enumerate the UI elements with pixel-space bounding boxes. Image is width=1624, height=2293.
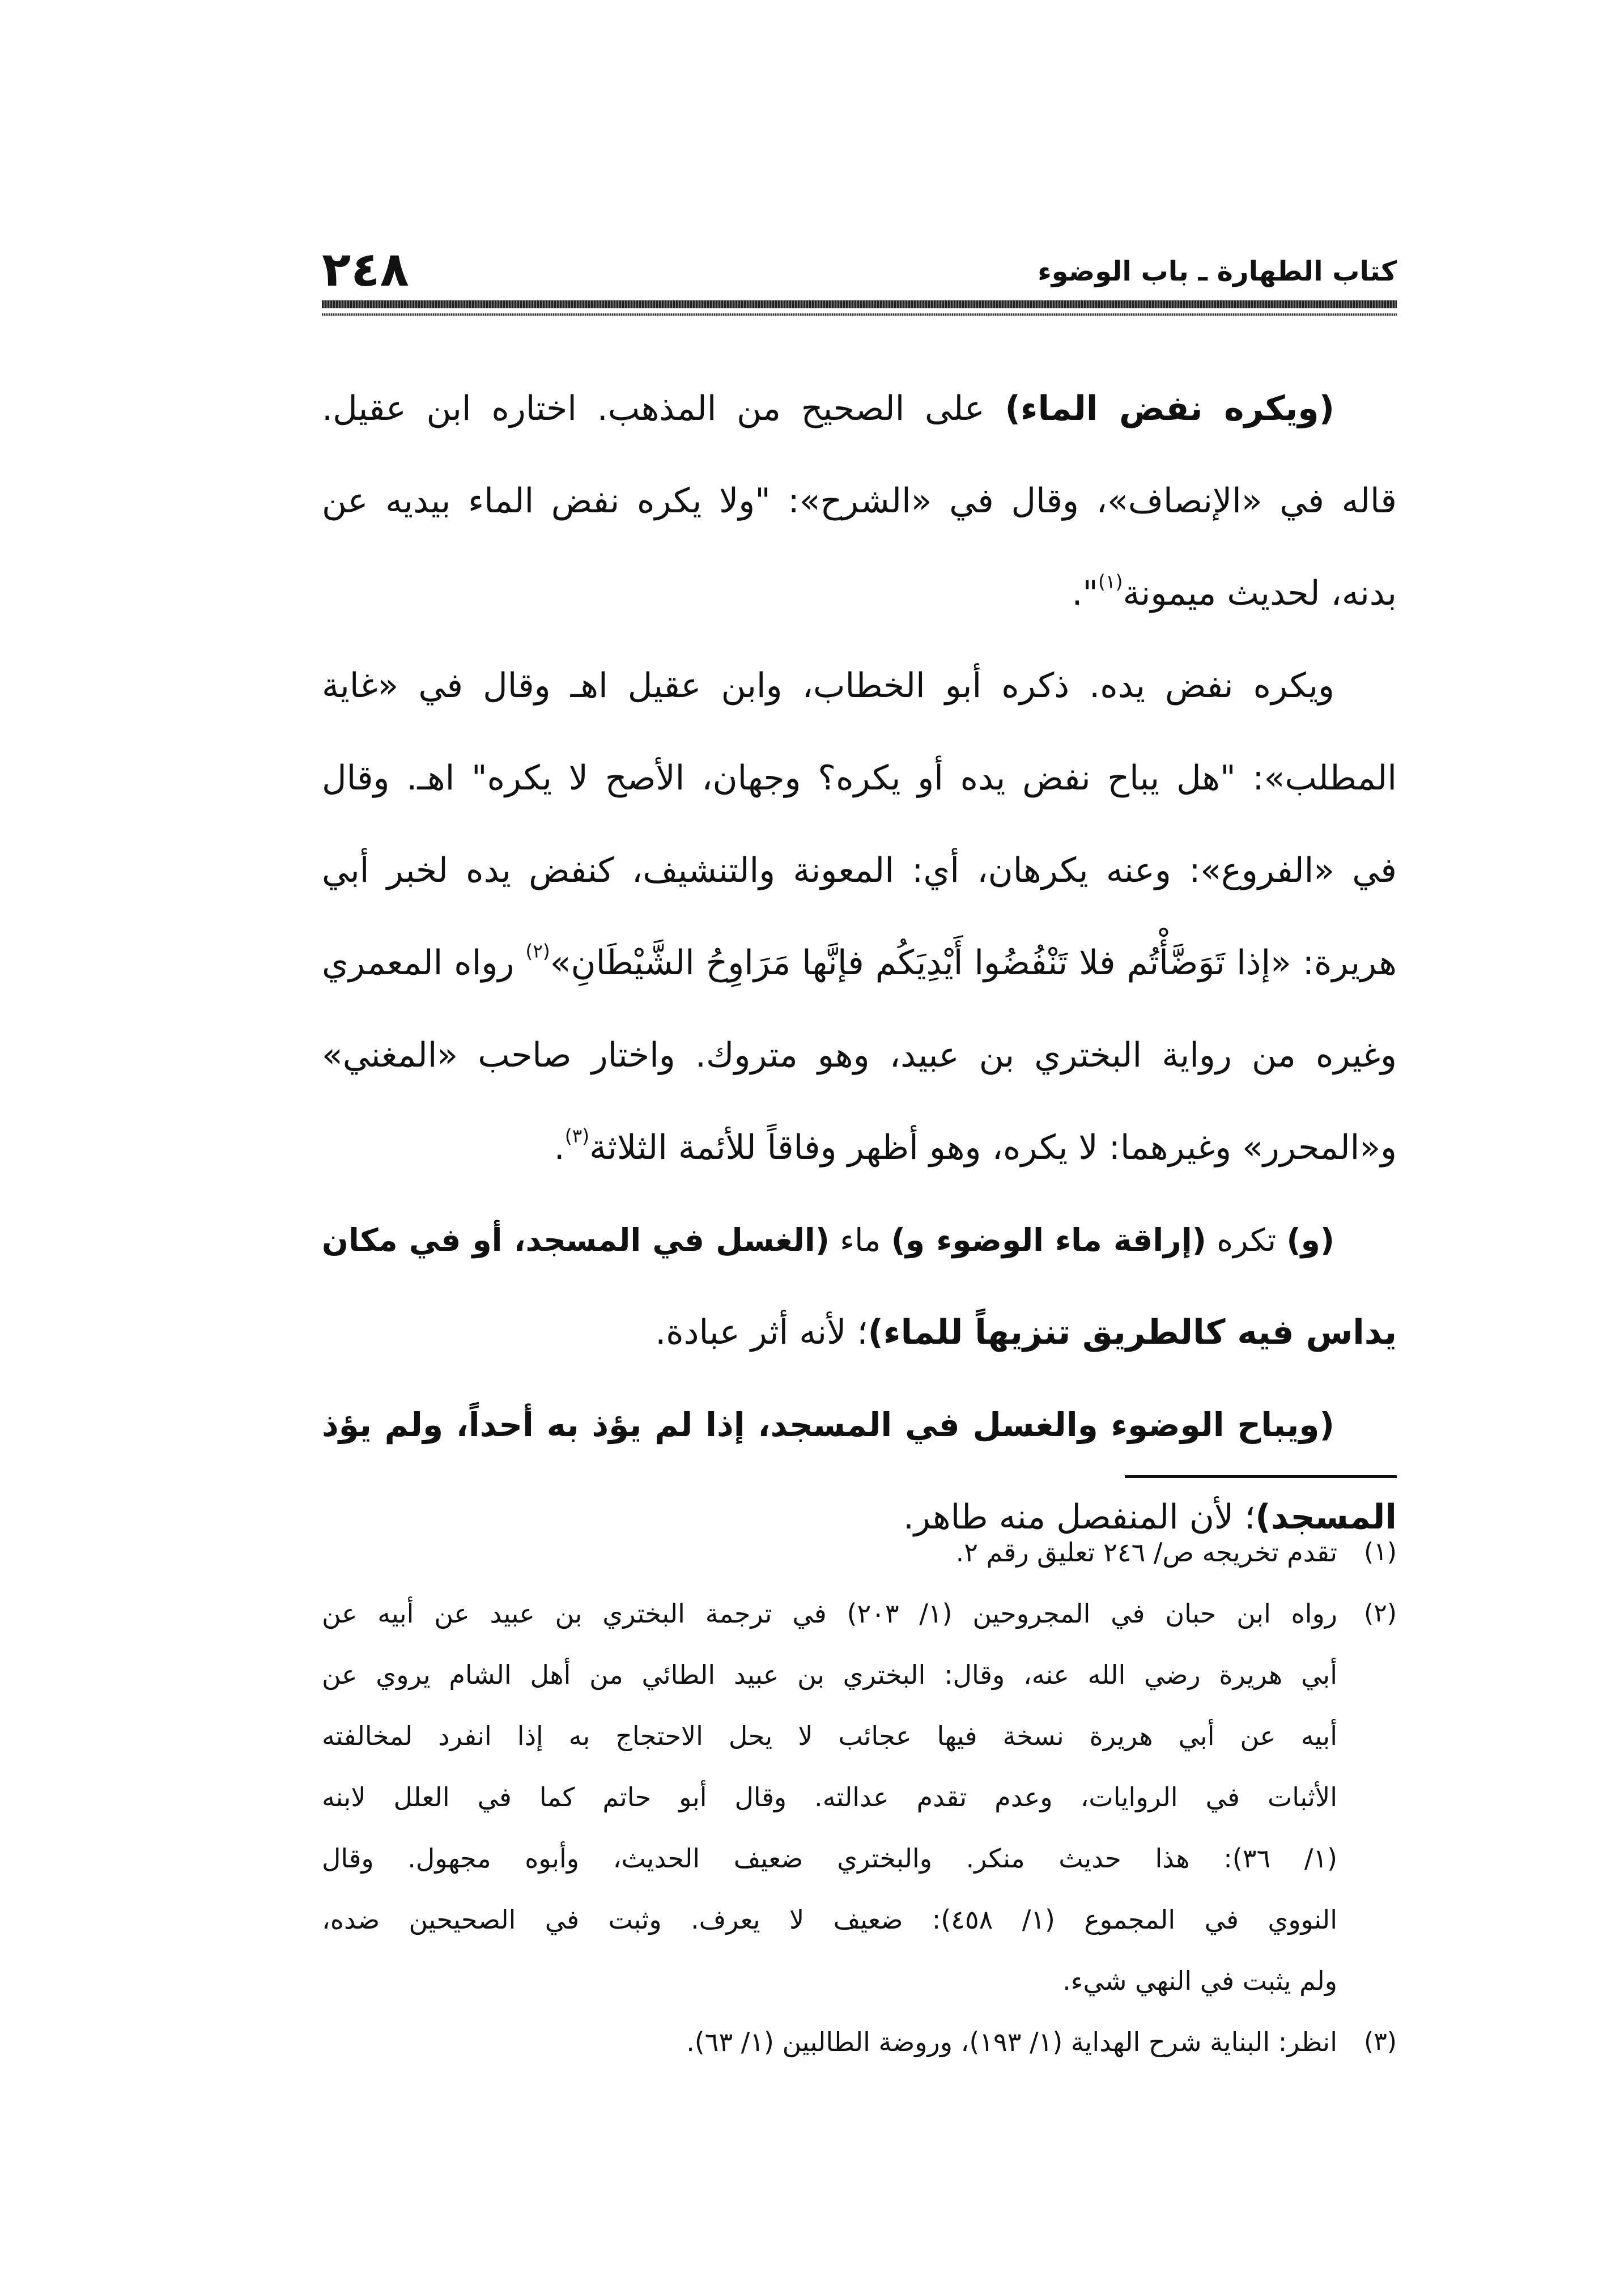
commentary-text: على الصحيح من المذهب. اختاره ابن عقيل.	[322, 389, 1005, 428]
commentary-text: المطلب»: "هل يباح نفض يده أو يكره؟ وجهان، الأصح لا يكره" اهـ. وقال	[322, 758, 1397, 798]
commentary-text: .	[554, 1128, 565, 1167]
body-line	[322, 825, 1397, 917]
matn-text-bold: (الغسل في المسجد، أو في مكان	[322, 1222, 830, 1258]
commentary-text: ماء	[829, 1222, 891, 1258]
commentary-text: ويكره نفض يده. ذكره أبو الخطاب، وابن عقيل اهـ وقال في «غاية	[322, 666, 1334, 706]
footnote-text: النووي في المجموع (١/ ٤٥٨): ضعيف لا يعرف. وثبت في الصحيحين ضده،	[322, 1904, 1337, 1935]
body-line	[322, 363, 1397, 455]
matn-text-bold: المسجد)	[1255, 1497, 1397, 1537]
footnote-reference: (٣)	[564, 1124, 590, 1147]
body-line	[322, 1009, 1397, 1102]
footnote-text: الأثبات في الروايات، وعدم تقدم عدالته. وقال أبو حاتم كما في العلل لابنه	[322, 1782, 1337, 1812]
body-line	[322, 455, 1397, 547]
footnote-text: أبيه عن أبي هريرة نسخة فيها عجائب لا يحل الاحتجاج به إذا انفرد لمخالفته	[322, 1721, 1337, 1751]
body-text	[322, 363, 1397, 1564]
page-header	[322, 238, 1397, 300]
body-line	[322, 547, 1397, 640]
matn-text-bold: (ويكره نفض الماء)	[1005, 389, 1334, 428]
commentary-text: ؛ لأن المنفصل منه طاهر.	[903, 1497, 1256, 1537]
commentary-text: رواه المعمري	[322, 943, 526, 983]
footnote-line	[322, 1950, 1397, 2011]
commentary-text: ؛ لأنه أثر عبادة.	[655, 1313, 868, 1352]
commentary-text: و«المحرر» وغيرهما: لا يكره، وهو أظهر وفاقاً للأئمة الثلاثة	[589, 1128, 1397, 1167]
footnote-line	[322, 2011, 1397, 2073]
commentary-text: وغيره من رواية البختري بن عبيد، وهو متروك. واختار صاحب «المغني»	[322, 1035, 1397, 1075]
matn-text-bold: (إراقة ماء الوضوء و)	[891, 1222, 1206, 1258]
matn-text-bold: (و)	[1286, 1222, 1335, 1258]
footnote-text: (١/ ٣٦): هذا حديث منكر. والبختري ضعيف الحديث، وأبوه مجهول. وقال	[322, 1843, 1338, 1874]
footnote-line	[322, 1828, 1397, 1889]
commentary-text: تكره	[1206, 1222, 1287, 1258]
footnote-reference: (٢)	[525, 940, 550, 962]
running-title: كتاب الطهارة ـ باب الوضوء	[1038, 256, 1397, 287]
footnote-line	[322, 1705, 1397, 1767]
footnote-text: انظر: البناية شرح الهداية (١/ ١٩٣)، وروضة الطالبين (١/ ٦٣).	[686, 2027, 1337, 2057]
footnote-number: (٢)	[1364, 1599, 1397, 1628]
body-line	[322, 917, 1397, 1009]
commentary-text: في «الفروع»: وعنه يكرهان، أي: المعونة والتنشيف، كنفض يده لخبر أبي	[322, 851, 1397, 890]
footnote-line	[322, 1644, 1397, 1705]
commentary-text: بدنه، لحديث ميمونة	[1123, 574, 1397, 613]
footnote-number: (٣)	[1364, 2027, 1397, 2056]
footnote-line	[322, 1583, 1397, 1644]
commentary-text: ".	[1072, 574, 1099, 613]
matn-text-bold: يداس فيه كالطريق تنزيهاً للماء)	[868, 1313, 1397, 1352]
footnote-text: ولم يثبت في النهي شيء.	[1062, 1965, 1337, 1996]
body-line	[322, 1194, 1397, 1286]
body-line	[322, 640, 1397, 732]
header-rule-thick	[322, 300, 1397, 308]
footnote-number: (١)	[1364, 1538, 1397, 1566]
footnote-text: أبي هريرة رضي الله عنه، وقال: البختري بن عبيد الطائي من أهل الشام يروي عن	[322, 1659, 1337, 1690]
header-rule-thin	[322, 313, 1397, 316]
body-line	[322, 1286, 1397, 1379]
footnote-separator	[1125, 1475, 1397, 1478]
footnotes	[322, 1522, 1397, 2073]
commentary-text: هريرة: «إذا تَوَضَّأْتُم فلا تَنْفُضُوا أَيْدِيَكُم فإنَّها مَرَاوِحُ الشَّيْطَانِ»	[550, 943, 1397, 983]
commentary-text: قاله في «الإنصاف»، وقال في «الشرح»: "ولا يكره نفض الماء بيديه عن	[322, 481, 1397, 521]
footnote-reference: (١)	[1098, 570, 1123, 593]
page-number: ٢٤٨	[322, 241, 409, 297]
footnote-line	[322, 1767, 1397, 1828]
footnote-text: تقدم تخريجه ص/ ٢٤٦ تعليق رقم ٢.	[955, 1537, 1337, 1568]
body-line	[322, 732, 1397, 825]
matn-text-bold: (ويباح الوضوء والغسل في المسجد، إذا لم يؤذ به أحداً، ولم يؤذ	[322, 1405, 1334, 1444]
footnote-text: رواه ابن حبان في المجروحين (١/ ٢٠٣) في ترجمة البختري بن عبيد عن أبيه عن	[322, 1598, 1337, 1629]
footnote-line	[322, 1889, 1397, 1950]
body-line	[322, 1379, 1397, 1471]
footnote-line	[322, 1522, 1397, 1583]
body-line	[322, 1102, 1397, 1194]
